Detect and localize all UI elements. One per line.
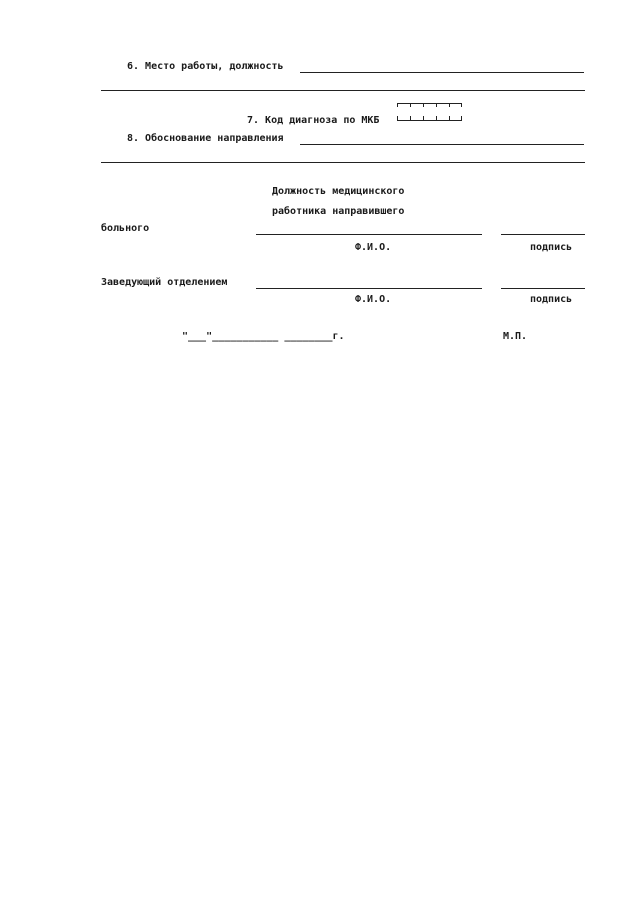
signer1-title-line3: больного — [101, 223, 150, 234]
fio-label-1: Ф.И.О. — [355, 242, 392, 253]
field6-line[interactable] — [300, 72, 584, 73]
signer2-fio-line[interactable] — [256, 288, 482, 289]
signer1-title-line2: работника направившего — [272, 206, 405, 217]
date-field[interactable]: "___"___________ ________г. — [182, 331, 345, 342]
stamp-label: М.П. — [503, 331, 528, 342]
signer2-title: Заведующий отделением — [101, 277, 228, 288]
signer1-fio-line[interactable] — [256, 234, 482, 235]
field6-continuation-line[interactable] — [101, 90, 585, 91]
signer2-signature-line[interactable] — [501, 288, 585, 289]
signer1-signature-line[interactable] — [501, 234, 585, 235]
signature-label-1: подпись — [530, 242, 573, 253]
icd-code-cells[interactable] — [397, 103, 462, 121]
field8-continuation-line[interactable] — [101, 162, 585, 163]
field6-label: 6. Место работы, должность — [127, 61, 284, 72]
fio-label-2: Ф.И.О. — [355, 294, 392, 305]
field8-label: 8. Обоснование направления — [127, 133, 284, 144]
field8-line[interactable] — [300, 144, 584, 145]
field7-label: 7. Код диагноза по МКБ — [247, 115, 380, 126]
signature-label-2: подпись — [530, 294, 573, 305]
signer1-title-line1: Должность медицинского — [272, 186, 405, 197]
